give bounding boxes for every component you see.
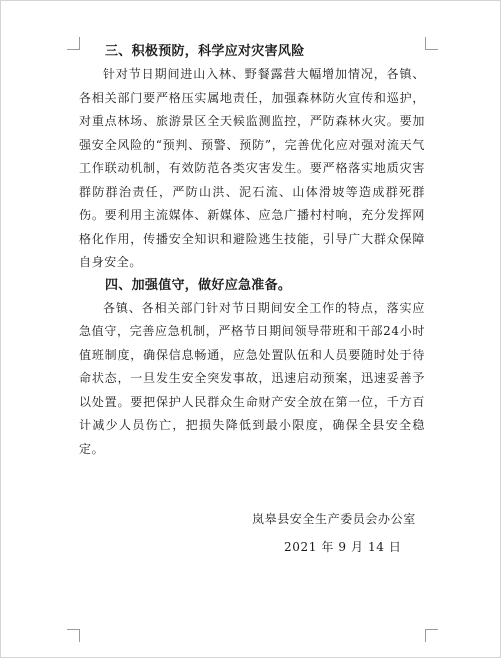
document-body (79, 41, 425, 461)
margin-mark-bottom-left (67, 629, 80, 642)
section-heading-3: 三、积极预防，科学应对灾害风险 (105, 44, 305, 59)
margin-mark-bottom-right (425, 629, 438, 642)
section-paragraph-4: 各镇、各相关部门针对节日期间安全工作的特点，落实应急值守，完善应急机制，严格节日期间领导带班和干部24小时值班制度，确保信息畅通，应急处置队伍和人员要随时处于待命状态，一旦发生安全突发事故，迅速启动预案，迅速妥善予以处置。要把保护人民群众生命财产安全放在第一位，千方百计减少人员伤亡，把损失降低到最小限度，确保全县安全稳定。 (79, 300, 425, 456)
section-heading-4: 四、加强值守，做好应急准备。 (105, 277, 292, 293)
section-paragraph-3: 针对节日期间进山入林、野餐露营大幅增加情况，各镇、各相关部门要严格压实属地责任，加强森林防火宣传和巡护，对重点林场、旅游景区全天候监测监控，严防森林火灾。要加强安全风险的“预判、预警、预防”，完善优化应对强对流天气工作联动机制，有效防范各类灾害发生。要严格落实地质灾害群防群治责任，严防山洪、泥石流、山体滑坡等造成群死群伤。要利用主流媒体、新媒体、应急广播村村响，充分发挥网格化作用，传播安全知识和避险逃生技能，引导广大群众保障自身安全。 (79, 67, 425, 269)
signature-organization: 岚皋县安全生产委员会办公室 (252, 512, 416, 526)
signature-date: 2021 年 9 月 14 日 (284, 540, 402, 554)
margin-mark-top-right (425, 37, 438, 50)
